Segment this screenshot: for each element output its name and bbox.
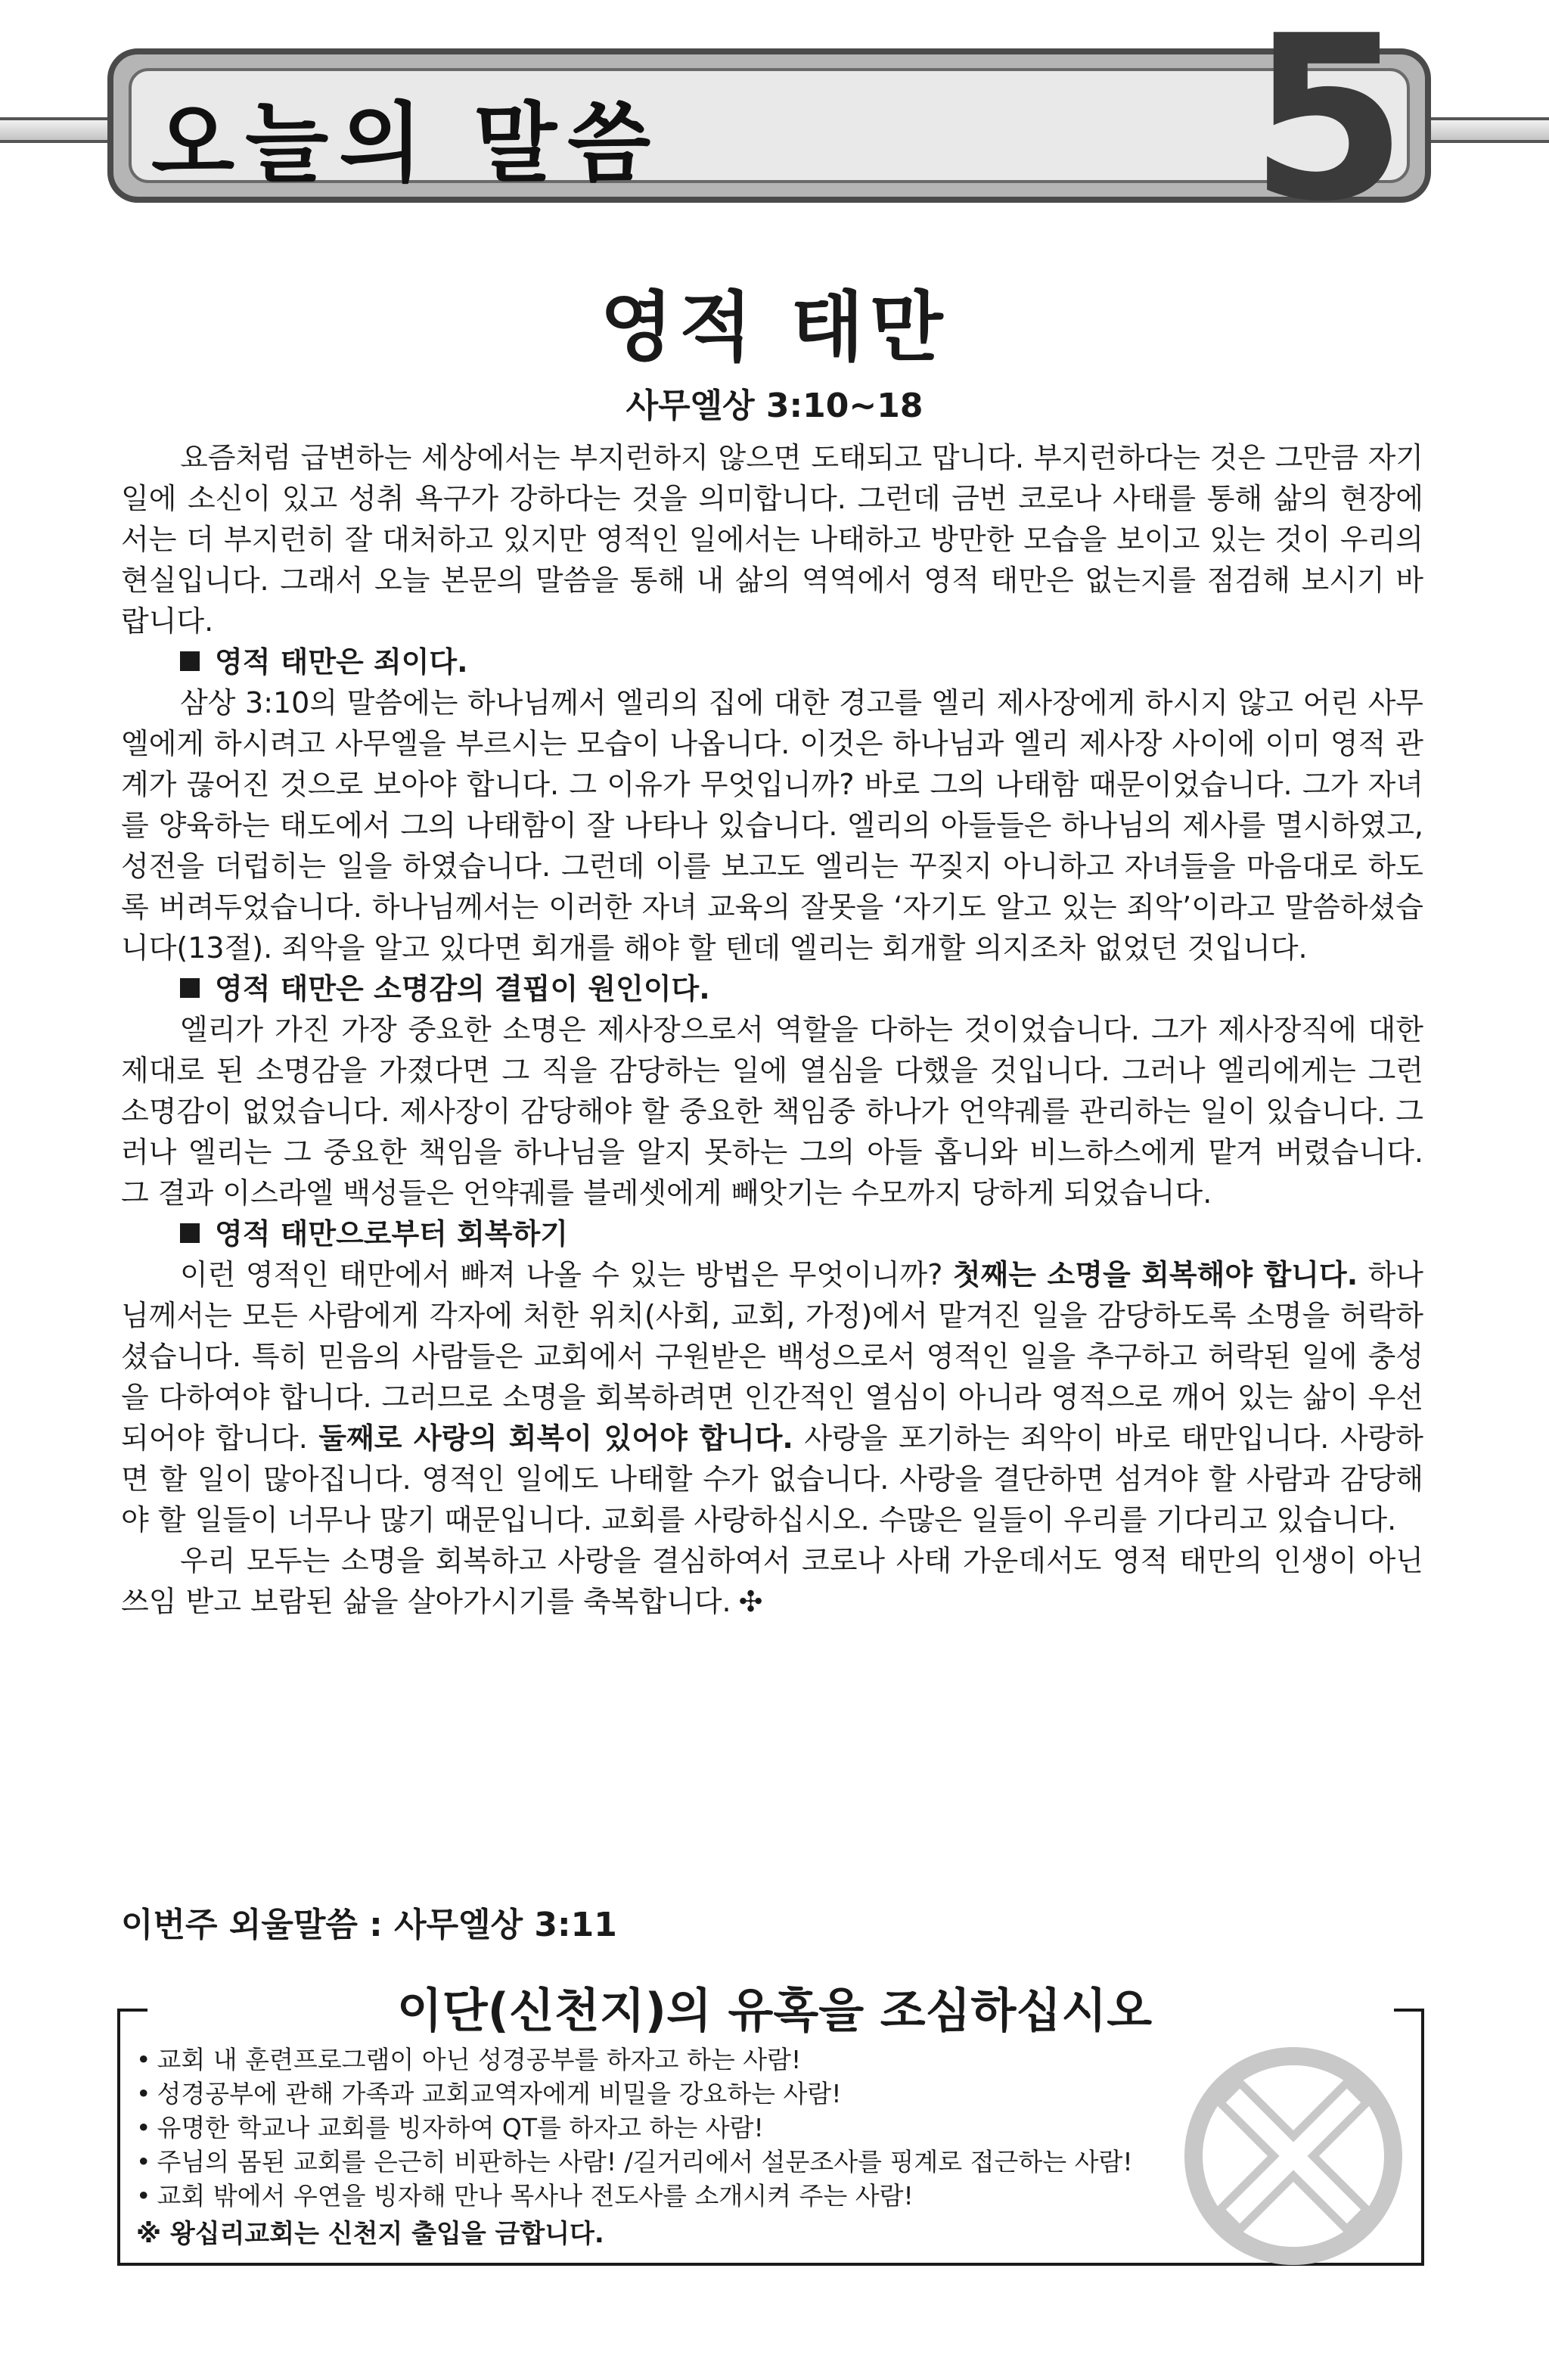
square-bullet-icon bbox=[180, 1223, 200, 1243]
section-heading bbox=[121, 968, 1423, 1009]
scripture-reference: 사무엘상 3:10~18 bbox=[625, 387, 924, 425]
header-title: 오늘의 말씀 bbox=[151, 93, 662, 194]
section1-heading: 영적 태만은 죄이다. bbox=[215, 645, 468, 679]
closing-paragraph bbox=[121, 1540, 1423, 1622]
cross-ornament-icon: ✣ bbox=[738, 1585, 763, 1618]
list-item: • 유명한 학교나 교회를 빙자하여 QT를 하자고 하는 사람! bbox=[136, 2111, 1133, 2145]
section3-text: 하나님께서는 모든 사람에게 각자에 처한 위치(사회, 교회, 가정)에서 맡겨진 일을 감당하도록 소명을 허락하셨습니다. 특히 믿음의 사람들은 교회에서 구원받은 백성으로서 영적인 일을 추구하고 허락된 일에 충성을 다하여야 합니다. 그러므로 소명을 회복하려면 인간적인 열심이 아니라 영적으로 깨어 있는 삶이 우선 되어야 합니다. bbox=[121, 1258, 1423, 1455]
square-bullet-icon bbox=[180, 978, 200, 998]
list-item: • 교회 밖에서 우연을 빙자해 만나 목사나 전도사를 소개시켜 주는 사람! bbox=[136, 2179, 1133, 2213]
list-item: • 주님의 몸된 교회를 은근히 비판하는 사람! /길거리에서 설문조사를 핑계로 접근하는 사람! bbox=[136, 2145, 1133, 2179]
section3-text: 이런 영적인 태만에서 빠져 나올 수 있는 방법은 무엇이니까? bbox=[180, 1258, 953, 1291]
memory-verse: 이번주 외울말씀 : 사무엘상 3:11 bbox=[121, 1906, 617, 1944]
warning-list bbox=[136, 2043, 1133, 2213]
section3-text: 사랑을 포기하는 죄악이 바로 태만입니다. 사랑하면 할 일이 많아집니다. 영적인 일에도 나태할 수가 없습니다. 사랑을 결단하면 섬겨야 할 사람과 감당해야 할 일들이 너무나 많기 때문입니다. 교회를 사랑하십시오. 수많은 일들이 우리를 기다리고 있습니다. bbox=[121, 1421, 1423, 1536]
intro-paragraph: 요즘처럼 급변하는 세상에서는 부지런하지 않으면 도태되고 맙니다. 부지런하다는 것은 그만큼 자기 일에 소신이 있고 성취 욕구가 강하다는 것을 의미합니다. 그런데 금번 코로나 사태를 통해 삶의 현장에서는 더 부지런히 잘 대처하고 있지만 영적인 일에서는 나태하고 방만한 모습을 보이고 있는 것이 우리의 현실입니다. 그래서 오늘 본문의 말씀을 통해 내 삶의 역역에서 영적 태만은 없는지를 점검해 보시기 바랍니다. bbox=[121, 441, 1423, 638]
closing-text: 우리 모두는 소명을 회복하고 사랑을 결심하여서 코로나 사태 가운데서도 영적 태만의 인생이 아닌 쓰임 받고 보람된 삶을 살아가시기를 축복합니다. bbox=[121, 1544, 1423, 1618]
warning-note: ※ 왕십리교회는 신천지 출입을 금합니다. bbox=[136, 2219, 604, 2249]
sermon-body bbox=[121, 437, 1423, 1622]
sermon-title: 영적 태만 bbox=[600, 283, 949, 371]
square-bullet-icon bbox=[180, 651, 200, 671]
list-item: • 교회 내 훈련프로그램이 아닌 성경공부를 하자고 하는 사람! bbox=[136, 2043, 1133, 2077]
warning-title: 이단(신천지)의 유혹을 조심하십시오 bbox=[396, 1983, 1153, 2038]
section2-paragraph: 엘리가 가진 가장 중요한 소명은 제사장으로서 역할을 다하는 것이었습니다. 그가 제사장직에 대한 제대로 된 소명감을 가졌다면 그 직을 감당하는 일에 열심을 다했을 것입니다. 그러나 엘리에게는 그런 소명감이 없었습니다. 제사장이 감당해야 할 중요한 책임중 하나가 언약궤를 관리하는 일이 있습니다. 그러나 엘리는 그 중요한 책임을 하나님을 알지 못하는 그의 아들 홉니와 비느하스에게 맡겨 버렸습니다. 그 결과 이스라엘 백성들은 언약궤를 블레셋에게 빼앗기는 수모까지 당하게 되었습니다. bbox=[121, 1013, 1423, 1210]
section-heading bbox=[121, 642, 1423, 682]
section3-emphasis-2: 둘째로 사랑의 회복이 있어야 합니다. bbox=[318, 1421, 793, 1455]
prohibited-x-icon bbox=[1180, 2043, 1407, 2270]
section3-paragraph bbox=[121, 1254, 1423, 1540]
section3-emphasis-1: 첫째는 소명을 회복해야 합니다. bbox=[952, 1258, 1358, 1291]
section2-heading: 영적 태만은 소명감의 결핍이 원인이다. bbox=[215, 972, 710, 1005]
list-item: • 성경공부에 관해 가족과 교회교역자에게 비밀을 강요하는 사람! bbox=[136, 2077, 1133, 2111]
header-number: 5 bbox=[1249, 0, 1408, 251]
section3-heading: 영적 태만으로부터 회복하기 bbox=[215, 1217, 568, 1251]
section1-paragraph: 삼상 3:10의 말씀에는 하나님께서 엘리의 집에 대한 경고를 엘리 제사장에게 하시지 않고 어린 사무엘에게 하시려고 사무엘을 부르시는 모습이 나옵니다. 이것은 하나님과 엘리 제사장 사이에 이미 영적 관계가 끊어진 것으로 보아야 합니다. 그 이유가 무엇입니까? 바로 그의 나태함 때문이었습니다. 그가 자녀를 양육하는 태도에서 그의 나태함이 잘 나타나 있습니다. 엘리의 아들들은 하나님의 제사를 멸시하였고, 성전을 더럽히는 일을 하였습니다. 그런데 이를 보고도 엘리는 꾸짖지 아니하고 자녀들을 마음대로 하도록 버려두었습니다. 하나님께서는 이러한 자녀 교육의 잘못을 ‘자기도 알고 있는 죄악’이라고 말씀하셨습니다(13절). 죄악을 알고 있다면 회개를 해야 할 텐데 엘리는 회개할 의지조차 없었던 것입니다. bbox=[121, 686, 1423, 965]
section-heading bbox=[121, 1213, 1423, 1254]
